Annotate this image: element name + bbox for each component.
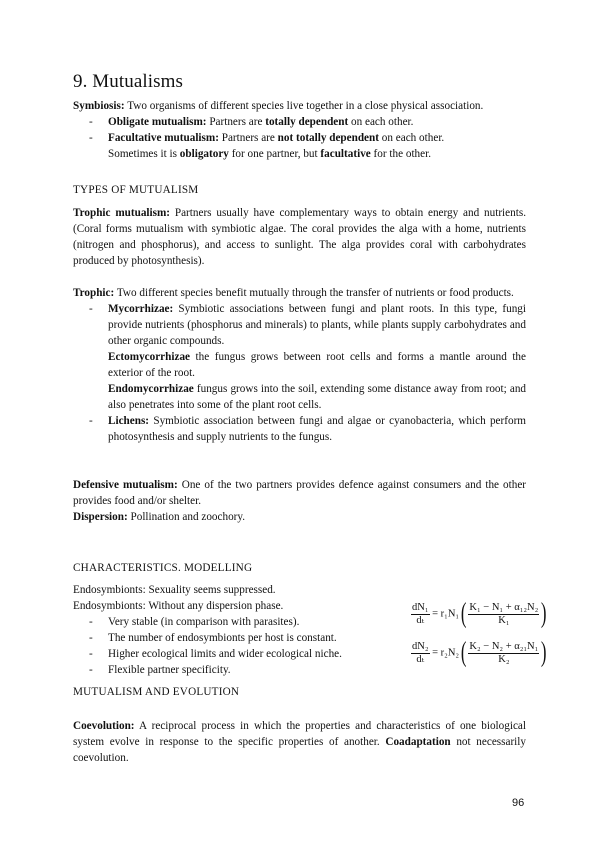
trophic-section bbox=[73, 285, 526, 445]
fac-l2-post: for the other. bbox=[373, 148, 432, 160]
trophic-mutualism-paragraph bbox=[73, 205, 526, 269]
fac-l2-b1: obligatory bbox=[179, 148, 229, 160]
obligate-item: - Obligate mutualism: Partners are totally dependent on each other. bbox=[89, 116, 414, 128]
char-item-4: - Flexible partner specificity. bbox=[89, 664, 231, 676]
symbiosis-label: Symbiosis: bbox=[73, 100, 125, 112]
formula-2-rhs bbox=[468, 641, 539, 666]
f2-lparen: ( bbox=[460, 637, 467, 668]
facultative-bold: not totally dependent bbox=[277, 132, 379, 144]
obligate-post: on each other. bbox=[351, 116, 414, 128]
f2-lhs-den: dₜ bbox=[416, 653, 425, 665]
lichens-text: Symbiotic association between fungi and algae or cyanobacteria, which perform photosynthesis and supply nutrients to the fungus. bbox=[108, 415, 527, 443]
trophic-mutualism-label: Trophic mutualism: bbox=[73, 207, 171, 219]
endomycorrhizae-item bbox=[73, 381, 526, 413]
lichens-item: - Lichens: Symbiotic association between fungi and algae or cyanobacteria, which perform photosynthesis and supply nutrients to the fungus. bbox=[89, 415, 527, 443]
page-number: 96 bbox=[512, 797, 525, 809]
lichens-label: Lichens: bbox=[108, 415, 150, 427]
characteristics-heading: CHARACTERISTICS. MODELLING bbox=[73, 562, 253, 574]
obligate-bold: totally dependent bbox=[265, 116, 349, 128]
symbiosis-text: Two organisms of different species live together in a close physical association. bbox=[127, 100, 484, 112]
endomycorrhizae-text: fungus grows into the soil, extending some distance away from root; and also penetrates into some of the plant root cells. bbox=[108, 383, 527, 411]
endomycorrhizae-label: Endomycorrhizae bbox=[108, 383, 194, 395]
facultative-line2 bbox=[73, 146, 526, 162]
mycorrhizae-item: - Mycorrhizae: Symbiotic associations between fungi and plant roots. In this type, fungi provide nutrients (phosphorus and minerals) to plants, while plants supply carbohydrates and other organic compounds. bbox=[89, 303, 527, 347]
defensive-paragraph bbox=[73, 477, 526, 509]
obligate-pre: Partners are bbox=[209, 116, 263, 128]
symbiosis-section bbox=[73, 98, 526, 162]
ectomycorrhizae-item bbox=[73, 349, 526, 381]
char-item-3: - Higher ecological limits and wider ecological niche. bbox=[89, 648, 342, 660]
coevolution-paragraph bbox=[73, 718, 526, 766]
fac-l2-pre: Sometimes it is bbox=[108, 148, 177, 160]
defensive-label: Defensive mutualism: bbox=[73, 479, 178, 491]
char-item-3-text: Higher ecological limits and wider ecological niche. bbox=[108, 648, 342, 660]
f1-rparen: ) bbox=[541, 598, 547, 629]
trophic-mutualism-text: Partners usually have complementary ways to obtain energy and nutrients. (Coral forms mutualism with symbiotic algae. The coral provides the alga with a home, nutrients (nitrogen and phosphorus), and access to sunlight. The alga provides coral with carbohydrates produced by photosynthesis). bbox=[73, 207, 526, 267]
coevolution-text: A reciprocal process in which the properties and characteristics of one biological system evolve in response to the specific properties of another. bbox=[73, 720, 526, 748]
char-item-2-text: The number of endosymbionts per host is constant. bbox=[108, 632, 337, 644]
facultative-post: on each other. bbox=[381, 132, 445, 144]
f1-num: K₁ − N₁ + α₁₂N₂ bbox=[469, 601, 539, 613]
f2-den: K₂ bbox=[498, 653, 510, 665]
dispersion-paragraph bbox=[73, 509, 526, 525]
coevolution-post: not necessarily coevolution. bbox=[73, 736, 526, 764]
characteristics-line1: Endosymbionts: Sexuality seems suppressed. bbox=[73, 584, 276, 596]
formula-1-lhs bbox=[411, 602, 430, 627]
f1-lhs-num: dN₁ bbox=[412, 601, 429, 613]
symbiosis-definition bbox=[73, 98, 526, 114]
f1-lhs-den: dₜ bbox=[416, 614, 425, 626]
char-item-1: - Very stable (in comparison with parasites). bbox=[89, 616, 300, 628]
obligate-label: Obligate mutualism: bbox=[108, 116, 207, 128]
f1-mid: = r₁N₁ bbox=[432, 608, 460, 620]
char-item-2: - The number of endosymbionts per host is constant. bbox=[89, 632, 337, 644]
coevolution-label: Coevolution: bbox=[73, 720, 135, 732]
facultative-pre: Partners are bbox=[221, 132, 275, 144]
mycorrhizae-text: Symbiotic associations between fungi and plant roots. In this type, fungi provide nutrients (phosphorus and minerals) to plants, while plants supply carbohydrates and other organic compounds. bbox=[108, 303, 527, 347]
formula-1 bbox=[411, 600, 561, 628]
formula-2-lhs bbox=[411, 641, 430, 666]
fac-l2-mid: for one partner, but bbox=[231, 148, 318, 160]
mycorrhizae-label: Mycorrhizae: bbox=[108, 303, 174, 315]
types-heading: TYPES OF MUTUALISM bbox=[73, 184, 199, 196]
f2-rparen: ) bbox=[541, 637, 547, 668]
dispersion-label: Dispersion: bbox=[73, 511, 128, 523]
page-title: 9. Mutualisms bbox=[73, 71, 184, 92]
trophic-definition bbox=[73, 285, 526, 301]
f2-mid: = r₂N₂ bbox=[432, 647, 460, 659]
evolution-heading: MUTUALISM AND EVOLUTION bbox=[73, 686, 240, 698]
facultative-item: - Facultative mutualism: Partners are not totally dependent on each other. bbox=[89, 132, 445, 144]
f2-num: K₂ − N₂ + α₂₁N₁ bbox=[469, 640, 539, 652]
f1-lparen: ( bbox=[460, 598, 467, 629]
formula-2 bbox=[411, 639, 561, 667]
f1-den: K₁ bbox=[498, 614, 510, 626]
f2-lhs-num: dN₂ bbox=[412, 640, 429, 652]
char-item-4-text: Flexible partner specificity. bbox=[108, 664, 231, 676]
facultative-label: Facultative mutualism: bbox=[108, 132, 219, 144]
ectomycorrhizae-text: the fungus grows between root cells and forms a mantle around the exterior of the root. bbox=[108, 351, 526, 379]
char-item-1-text: Very stable (in comparison with parasites). bbox=[108, 616, 300, 628]
defensive-text: One of the two partners provides defence against consumers and the other provides food and/or shelter. bbox=[73, 479, 527, 507]
characteristics-section bbox=[73, 582, 393, 678]
coadaptation-label: Coadaptation bbox=[385, 736, 451, 748]
fac-l2-b2: facultative bbox=[320, 148, 371, 160]
characteristics-line2: Endosymbionts: Without any dispersion phase. bbox=[73, 600, 284, 612]
ectomycorrhizae-label: Ectomycorrhizae bbox=[108, 351, 191, 363]
trophic-label: Trophic: bbox=[73, 287, 115, 299]
dispersion-text: Pollination and zoochory. bbox=[130, 511, 246, 523]
trophic-text: Two different species benefit mutually through the transfer of nutrients or food products. bbox=[116, 287, 514, 299]
formula-1-rhs bbox=[468, 602, 539, 627]
